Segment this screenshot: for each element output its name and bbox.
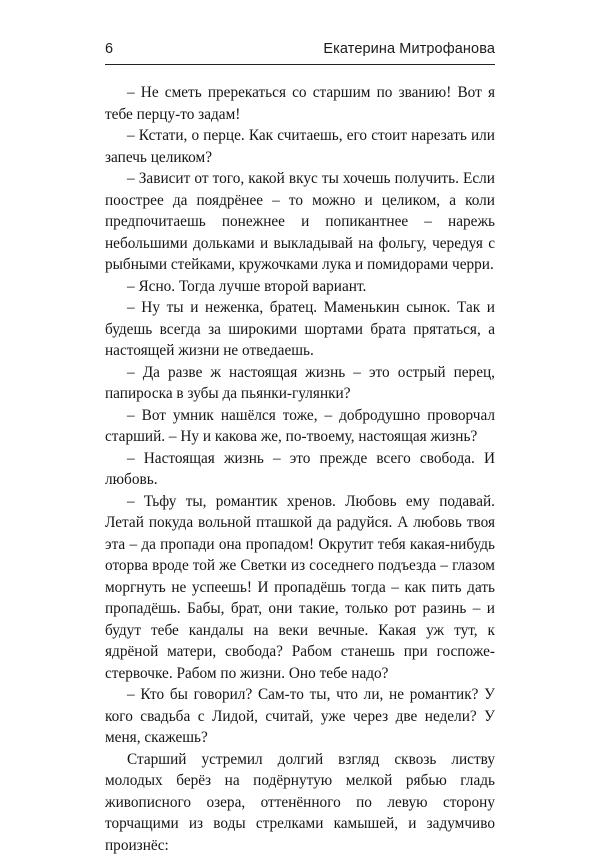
paragraph: – Кстати, о перце. Как считаешь, его стоит нарезать или запечь целиком? <box>105 125 495 168</box>
header-divider <box>105 64 495 65</box>
paragraph: – Ну ты и неженка, братец. Маменькин сынок. Так и будешь всегда за широкими шортами брата прятаться, а настоящей жизни не отведаешь. <box>105 297 495 362</box>
paragraph: – Ясно. Тогда лучше второй вариант. <box>105 276 495 298</box>
page-number: 6 <box>105 38 113 60</box>
paragraph: – Не сметь пререкаться со старшим по званию! Вот я тебе перцу-то задам! <box>105 82 495 125</box>
paragraph: – Настоящая жизнь – это прежде всего свобода. И любовь. <box>105 448 495 491</box>
paragraph: – Да разве ж настоящая жизнь – это острый перец, папироска в зубы да пьянки-гулянки? <box>105 362 495 405</box>
text-body <box>105 82 495 856</box>
paragraph: – Вот умник нашёлся тоже, – добродушно проворчал старший. – Ну и какова же, по-твоему, настоящая жизнь? <box>105 405 495 448</box>
paragraph: Старший устремил долгий взгляд сквозь листву молодых берёз на подёрнутую мелкой рябью гладь живописного озера, оттенённого по левую сторону торчащими из воды стрелками камышей, и задумчиво произнёс: <box>105 749 495 856</box>
author-name: Екатерина Митрофанова <box>323 38 495 60</box>
paragraph: – Кто бы говорил? Сам-то ты, что ли, не романтик? У кого свадьба с Лидой, считай, уже через две недели? У меня, скажешь? <box>105 684 495 749</box>
paragraph: – Тьфу ты, романтик хренов. Любовь ему подавай. Летай покуда вольной пташкой да радуйся. А любовь твоя эта – да пропади она пропадом! Окрутит тебя какая-нибудь оторва вроде той же Светки из соседнего подъезда – глазом моргнуть не успеешь! И пропадёшь тогда – как пить дать пропадёшь. Бабы, брат, они такие, только рот разинь – и будут тебе кандалы на веки вечные. Какая уж тут, к ядрёной матери, свобода? Рабом станешь при госпоже-стервочке. Рабом по жизни. Оно тебе надо? <box>105 491 495 685</box>
running-header <box>105 38 495 60</box>
paragraph: – Зависит от того, какой вкус ты хочешь получить. Если поострее да поядрёнее – то можно и целиком, а коли предпочитаешь понежнее и попикантнее – нарежь небольшими дольками и выкладывай на фольгу, чередуя с рыбными стейками, кружочками лука и помидорами черри. <box>105 168 495 276</box>
